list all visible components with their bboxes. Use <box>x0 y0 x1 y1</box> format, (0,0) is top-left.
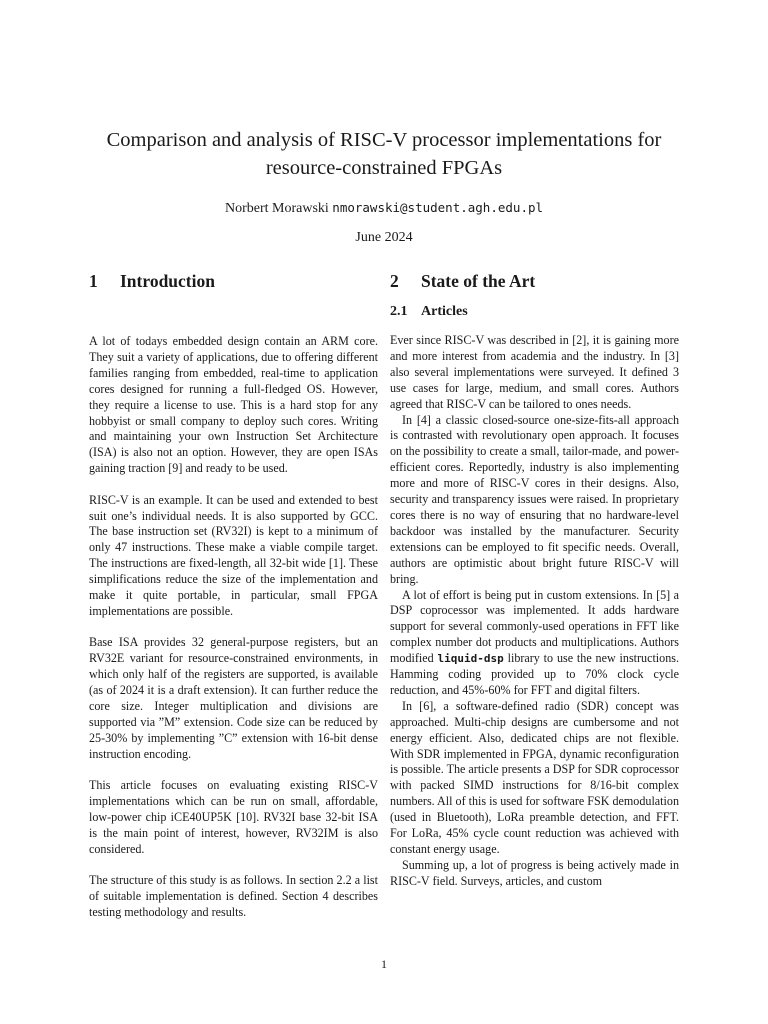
intro-paragraph-1: A lot of todays embedded design contain an ARM core. They suit a variety of applications, due to offering different families ranging from embedded, real-time to application cores designed for running a full-fledged OS. However, they require a license to use. This is a hard stop for any hobbyist or small company to deploy such cores. Writing and maintaining your own Instruction Set Architecture (ISA) is also not an option. However, they are open ISAs gaining traction [9] and ready to be used. <box>89 334 378 476</box>
publication-date: June 2024 <box>355 230 413 245</box>
articles-paragraph-5: Summing up, a lot of progress is being actively made in RISC-V field. Surveys, articles, and custom <box>390 857 679 888</box>
section-number: 2 <box>390 271 399 291</box>
intro-paragraph-5: The structure of this study is as follows. In section 2.2 a list of suitable implementation is defined. Section 4 describes testing methodology and results. <box>89 873 378 919</box>
page-number: 1 <box>381 957 387 971</box>
author-line <box>60 199 708 218</box>
author-name: Norbert Morawski <box>224 201 329 216</box>
intro-paragraph-2: RISC-V is an example. It can be used and extended to best suit one’s individual needs. It is also supported by GCC. The base instruction set (RV32I) is kept to a minimum of only 47 instructions. These make a viable compile target. The instructions are fixed-length, all 32-bit wide [1]. These simplifications reduce the size of the implementation and make it quite portable, in particular, small FPGA implementations are possible. <box>89 492 378 618</box>
inline-code-liquid-dsp: liquid-dsp <box>437 652 504 666</box>
section-number: 1 <box>89 271 98 291</box>
articles-paragraph-2: In [4] a classic closed-source one-size-fits-all approach is contrasted with revolutionary open approach. It focuses on the possibility to create a small, tailor-made, and power-efficient cores. Reportedly, industry is also implementing more and more of RISC-V cores in their designs. Also, security and transparency issues were raised. In proprietary cores there is no way of ensuring that no hardware-level backdoor was installed by the manufacturer. Security extensions can be employed to fit specific needs. Overall, authors are optimistic about bright future RISC-V will bring. <box>390 412 679 586</box>
section-heading-introduction <box>89 270 378 292</box>
section-title: State of the Art <box>421 271 536 291</box>
title-line-1: Comparison and analysis of RISC-V processor implementations for <box>106 129 662 151</box>
title-line-2: resource-constrained FPGAs <box>265 157 503 179</box>
articles-paragraph-3: A lot of effort is being put in custom extensions. In [5] a DSP coprocessor was implemented. It adds hardware support for several commonly-used operations in FFT like complex number dot products and multiplications. Authors modified liquid-dsp library to use the new instructions. Hamming coding provided up to 70% clock cycle reduction, and 45%-60% for FFT and digital filters. <box>390 587 679 697</box>
right-column <box>390 270 679 890</box>
subsection-title: Articles <box>421 304 468 319</box>
section-title: Introduction <box>120 271 215 291</box>
intro-paragraph-3: Base ISA provides 32 general-purpose registers, but an RV32E variant for resource-constrained environments, in which only half of the registers are supported, is available (as of 2024 it is a draft extension). It can further reduce the core size. Integer multiplication and divisions are supported via ”M” extension. Code size can be reduced by 25-30% by implementing ”C” extension with 16-bit dense instruction encoding. <box>89 635 378 761</box>
paper-title <box>60 126 708 182</box>
subsection-number: 2.1 <box>390 304 408 319</box>
subsection-heading-articles <box>390 303 679 321</box>
intro-paragraph-4: This article focuses on evaluating existing RISC-V implementations which can be run on small, affordable, low-power chip iCE40UP5K [10]. RV32I base 32-bit ISA is the main point of interest, however, RV32IM is also considered. <box>89 778 378 856</box>
articles-paragraph-1: Ever since RISC-V was described in [2], it is gaining more and more interest from academia and the industry. In [3] also several implementations were surveyed. It defined 3 use cases for large, medium, and small cores. Authors agreed that RISC-V can be tailored to ones needs. <box>390 333 679 411</box>
section-heading-state-of-the-art <box>390 270 679 292</box>
author-email: nmorawski@student.agh.edu.pl <box>332 200 544 215</box>
left-column <box>89 270 378 921</box>
articles-paragraph-4: In [6], a software-defined radio (SDR) concept was approached. Multi-chip designs are cumbersome and not energy efficient. Also, dedicated chips are not flexible. With SDR implemented in FPGA, dynamic reconfiguration is possible. The article presents a DSP for SDR coprocessor with packed SIMD instructions for 8/16-bit complex numbers. All of this is used for software FSK demodulation (used in Bluetooth), LoRa preamble detection, and FFT. For LoRa, 45% cycle count reduction was achieved with constant energy usage. <box>390 698 679 856</box>
